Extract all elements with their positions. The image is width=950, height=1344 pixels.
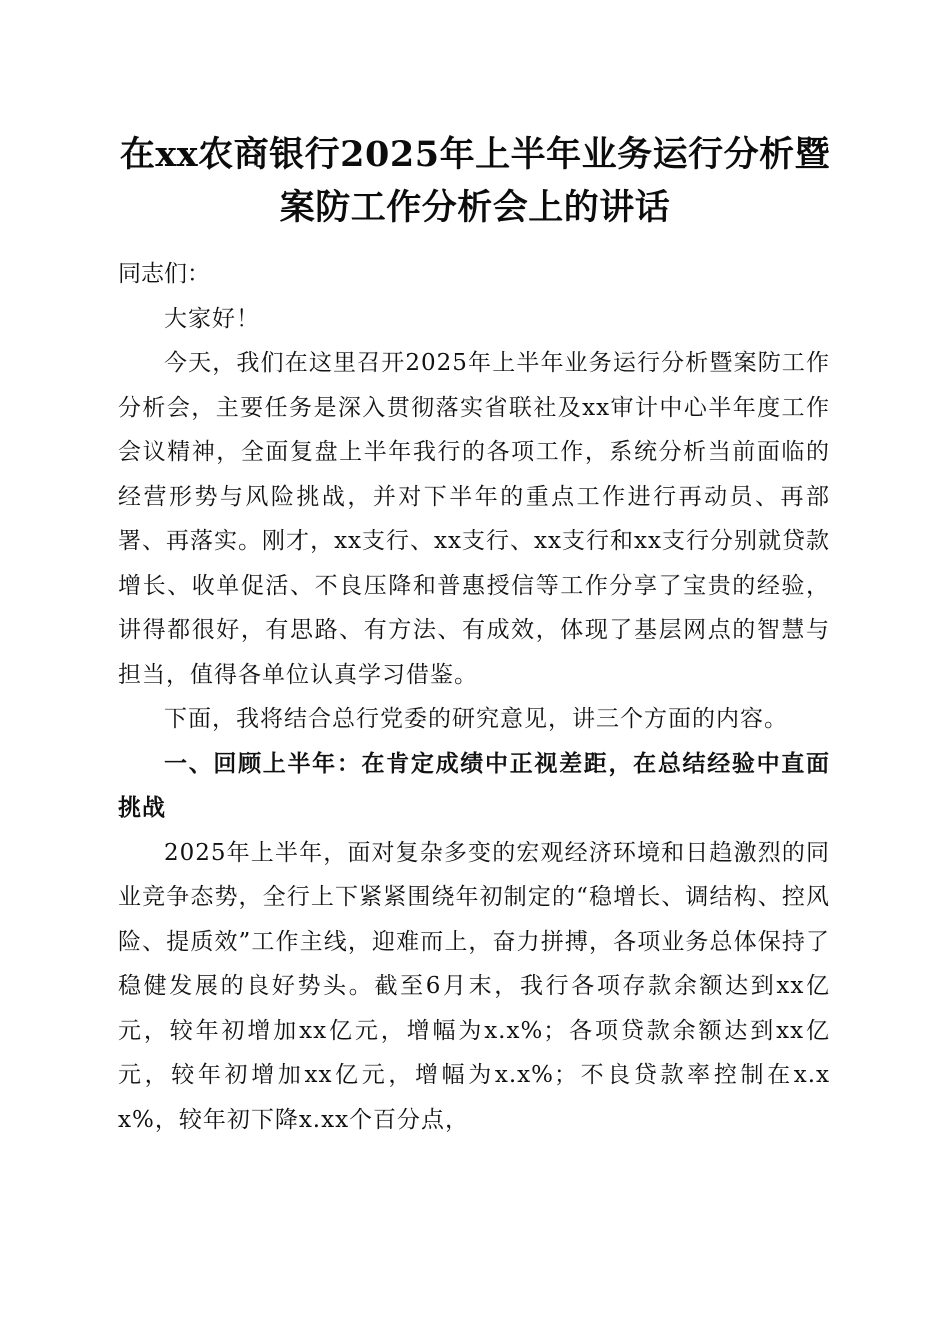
greeting-paragraph: 大家好！ <box>164 305 260 332</box>
title-line-1: 在xx农商银行2025年上半年业务运行分析暨 <box>119 134 831 175</box>
speech-body <box>118 252 830 1142</box>
document-title <box>100 128 850 234</box>
section-heading: 一、回顾上半年：在肯定成绩中正视差距，在总结经验中直面挑战 <box>118 750 830 821</box>
title-line-2: 案防工作分析会上的讲话 <box>279 187 671 228</box>
salutation: 同志们： <box>118 261 210 287</box>
opening-paragraph: 今天，我们在这里召开2025年上半年业务运行分析暨案防工作分析会，主要任务是深入贯彻落实省联社及xx审计中心半年度工作会议精神，全面复盘上半年我行的各项工作，系统分析当前面临的经营形势与风险挑战，并对下半年的重点工作进行再动员、再部署、再落实。刚才，xx支行、xx支行、xx支行和xx支行分别就贷款增长、收单促活、不良压降和普惠授信等工作分享了宝贵的经验，讲得都很好，有思路、有方法、有成效，体现了基层网点的智慧与担当，值得各单位认真学习借鉴。 <box>118 350 830 688</box>
section-paragraph: 2025年上半年，面对复杂多变的宏观经济环境和日趋激烈的同业竞争态势，全行上下紧紧围绕年初制定的“稳增长、调结构、控风险、提质效”工作主线，迎难而上，奋力拼搏，各项业务总体保持了稳健发展的良好势头。截至6月末，我行各项存款余额达到xx亿元，较年初增加xx亿元，增幅为x.x%；各项贷款余额达到xx亿元，较年初增加xx亿元，增幅为x.x%；不良贷款率控制在x.xx%，较年初下降x.xx个百分点， <box>118 839 830 1133</box>
outline-paragraph: 下面，我将结合总行党委的研究意见，讲三个方面的内容。 <box>164 706 788 732</box>
